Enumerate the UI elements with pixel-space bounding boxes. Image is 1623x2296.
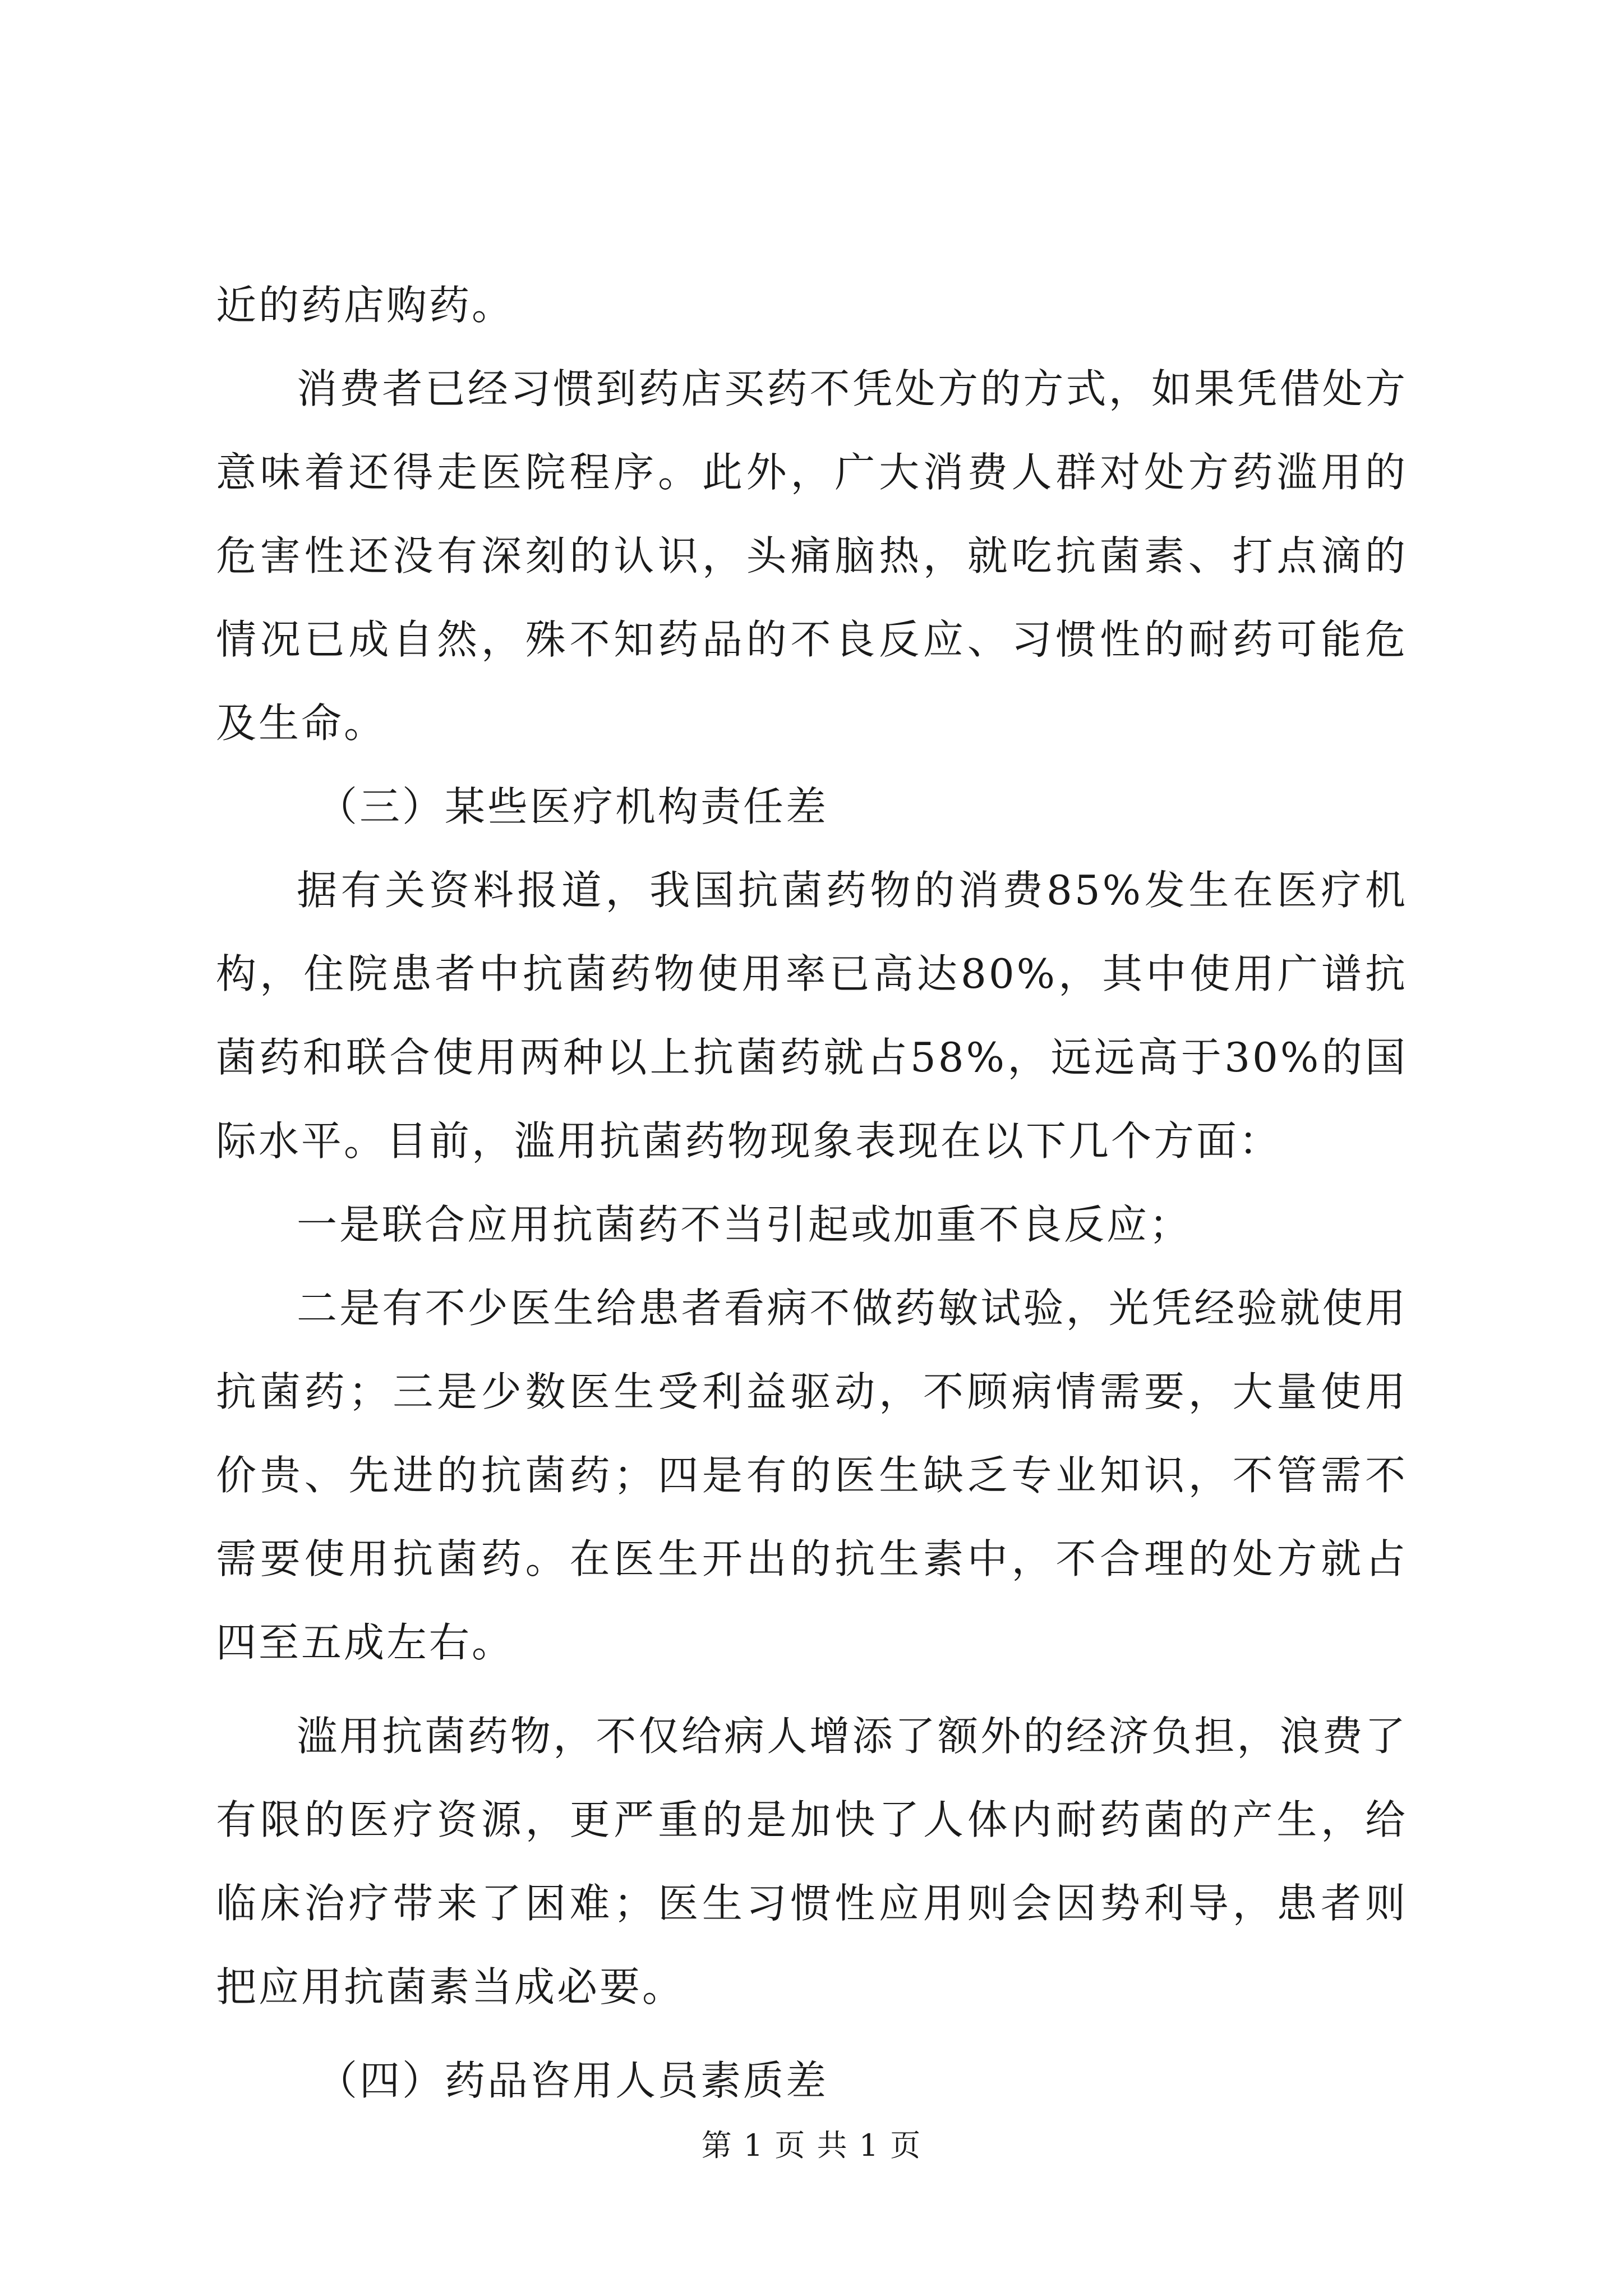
paragraph-consumer-habits: 消费者已经习惯到药店买药不凭处方的方式，如果凭借处方意味着还得走医院程序。此外，广大消费人群对处方药滥用的危害性还没有深刻的认识，头痛脑热，就吃抗菌素、打点滴的情况已成自然，殊不知药品的不良反应、习惯性的耐药可能危及生命。 <box>216 365 1408 747</box>
document-body <box>216 264 1408 2123</box>
section-heading-3: （三）某些医疗机构责任差 <box>317 783 829 830</box>
paragraph-consequences: 滥用抗菌药物，不仅给病人增添了额外的经济负担，浪费了有限的医疗资源，更严重的是加快了人体内耐药菌的产生，给临床治疗带来了困难；医生习惯性应用则会因势利导，患者则把应用抗菌素当成必要。 <box>216 1713 1408 2010</box>
paragraph-statistics: 据有关资料报道，我国抗菌药物的消费85%发生在医疗机构，住院患者中抗菌药物使用率已高达80%，其中使用广谱抗菌药和联合使用两种以上抗菌药就占58%，远远高于30%的国际水平。目前，滥用抗菌药物现象表现在以下几个方面： <box>216 867 1408 1165</box>
page-footer: 第 1 页 共 1 页 <box>701 2128 922 2163</box>
paragraph-point-1: 一是联合应用抗菌药不当引起或加重不良反应； <box>297 1201 1192 1248</box>
paragraph-points-2-4: 二是有不少医生给患者看病不做药敏试验，光凭经验就使用抗菌药；三是少数医生受利益驱动，不顾病情需要，大量使用价贵、先进的抗菌药；四是有的医生缺乏专业知识，不管需不需要使用抗菌药。在医生开出的抗生素中，不合理的处方就占四至五成左右。 <box>216 1285 1408 1666</box>
section-heading-4: （四）药品咨用人员素质差 <box>317 2057 829 2104</box>
paragraph-continuation: 近的药店购药。 <box>216 282 515 329</box>
